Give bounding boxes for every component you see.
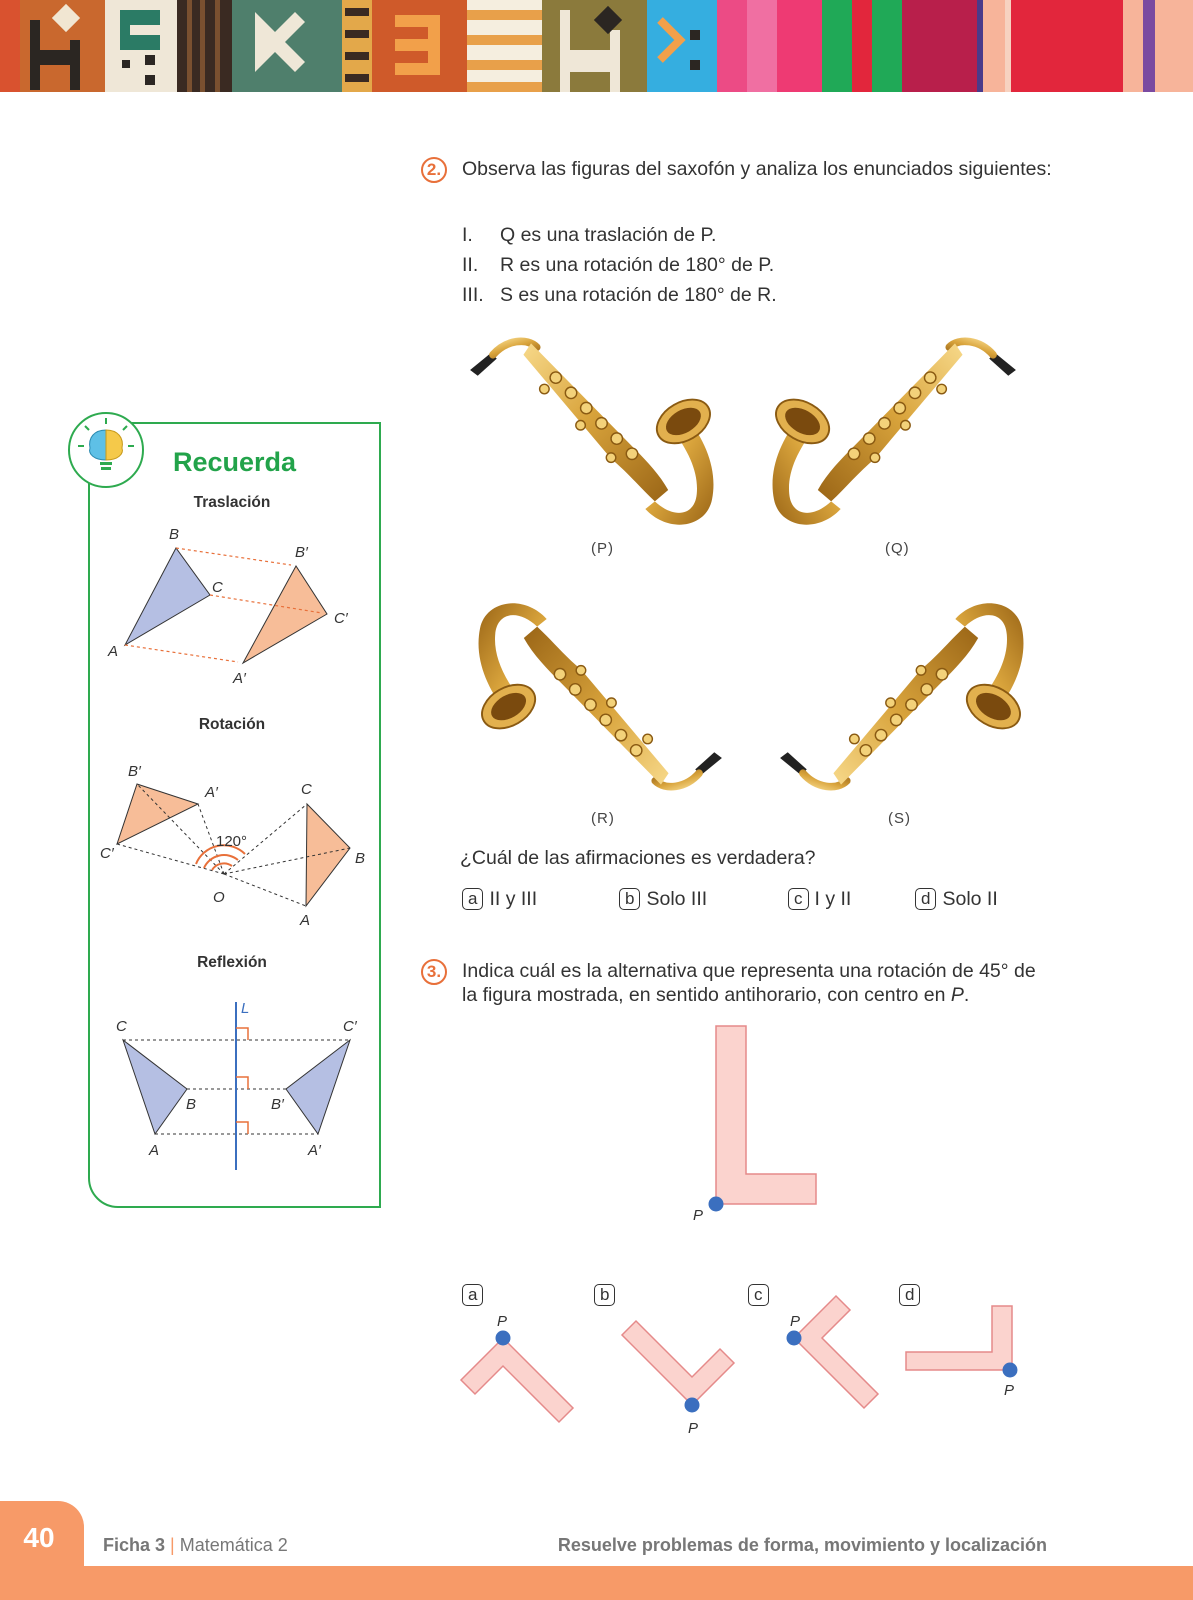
option-3b-point-label: P: [688, 1420, 699, 1437]
saxophone-q: [764, 330, 1024, 530]
footer-competency: Resuelve problemas de forma, movimiento y localización: [557, 1535, 1047, 1555]
svg-text:C′: C′: [334, 610, 348, 627]
svg-text:B′: B′: [295, 544, 308, 561]
question-2-prompt: Observa las figuras del saxofón y analiza los enunciados siguientes:: [462, 158, 1052, 180]
question-3-number: 3.: [421, 959, 447, 985]
option-2a[interactable]: a II y III: [462, 888, 537, 911]
figure-label-s: (S): [888, 810, 911, 827]
option-3b-figure: [612, 1315, 742, 1415]
option-3a-figure: [455, 1325, 585, 1425]
svg-text:C′: C′: [343, 1018, 357, 1035]
option-3d-point-label: P: [1004, 1382, 1015, 1399]
svg-text:C′: C′: [100, 845, 114, 862]
l-shape-figure: [690, 1020, 830, 1230]
question-2-number: 2.: [421, 157, 447, 183]
statement-2: II. R es una rotación de 180° de P.: [462, 254, 775, 276]
svg-text:A: A: [149, 1142, 160, 1159]
reflexion-heading: Reflexión: [197, 954, 267, 971]
saxophone-r: [470, 598, 730, 798]
traslacion-heading: Traslación: [193, 494, 271, 511]
brain-lightbulb-icon: [66, 410, 146, 490]
question-3-prompt: Indica cuál es la alternativa que representa una rotación de 45° de la figura mostrada, en sentido antihorario, con centro en P.: [462, 960, 1036, 1006]
point-p-label: P: [693, 1207, 704, 1224]
statement-1: I. Q es una traslación de P.: [462, 224, 717, 246]
svg-text:B: B: [355, 850, 366, 867]
svg-text:B: B: [186, 1096, 197, 1113]
svg-text:C: C: [212, 579, 223, 596]
option-3c[interactable]: c: [748, 1284, 775, 1307]
option-2b[interactable]: b Solo III: [619, 888, 707, 911]
recuerda-title: Recuerda: [173, 447, 297, 477]
saxophone-s: [772, 598, 1032, 798]
svg-text:B′: B′: [128, 763, 141, 780]
rotation-diagram: [98, 762, 378, 932]
reflection-diagram: [108, 998, 368, 1174]
svg-text:A′: A′: [308, 1142, 321, 1159]
svg-text:C: C: [116, 1018, 127, 1035]
svg-text:B′: B′: [271, 1096, 284, 1113]
option-2d[interactable]: d Solo II: [915, 888, 998, 911]
svg-text:120°: 120°: [216, 833, 248, 850]
option-2c[interactable]: c I y II: [788, 888, 851, 911]
figure-label-r: (R): [591, 810, 615, 827]
option-3a[interactable]: a: [462, 1284, 489, 1307]
option-3a-point-label: P: [497, 1313, 508, 1330]
svg-text:A′: A′: [205, 784, 218, 801]
option-3b[interactable]: b: [594, 1284, 621, 1307]
option-3d-figure: [900, 1300, 1020, 1380]
option-3d[interactable]: d: [899, 1284, 926, 1307]
decorative-textile-banner: [0, 0, 1193, 92]
footer-ficha: Ficha 3 | Matemática 2: [103, 1535, 288, 1555]
svg-text:O: O: [213, 889, 225, 906]
svg-text:A: A: [108, 643, 119, 660]
option-3c-point-label: P: [790, 1313, 801, 1330]
svg-text:B: B: [169, 526, 180, 543]
translation-diagram: [105, 520, 365, 695]
rotacion-heading: Rotación: [198, 716, 266, 733]
figure-label-q: (Q): [885, 540, 910, 557]
saxophone-p: [462, 330, 722, 530]
page-number: 40: [23, 1522, 55, 1553]
question-2-ask: ¿Cuál de las afirmaciones es verdadera?: [460, 847, 816, 869]
footer-bar: [0, 1566, 1193, 1600]
figure-label-p: (P): [591, 540, 614, 557]
svg-text:L: L: [241, 1000, 250, 1017]
svg-text:C: C: [301, 781, 312, 798]
svg-text:A′: A′: [233, 670, 246, 687]
svg-text:A: A: [300, 912, 311, 929]
statement-3: III. S es una rotación de 180° de R.: [462, 284, 777, 306]
